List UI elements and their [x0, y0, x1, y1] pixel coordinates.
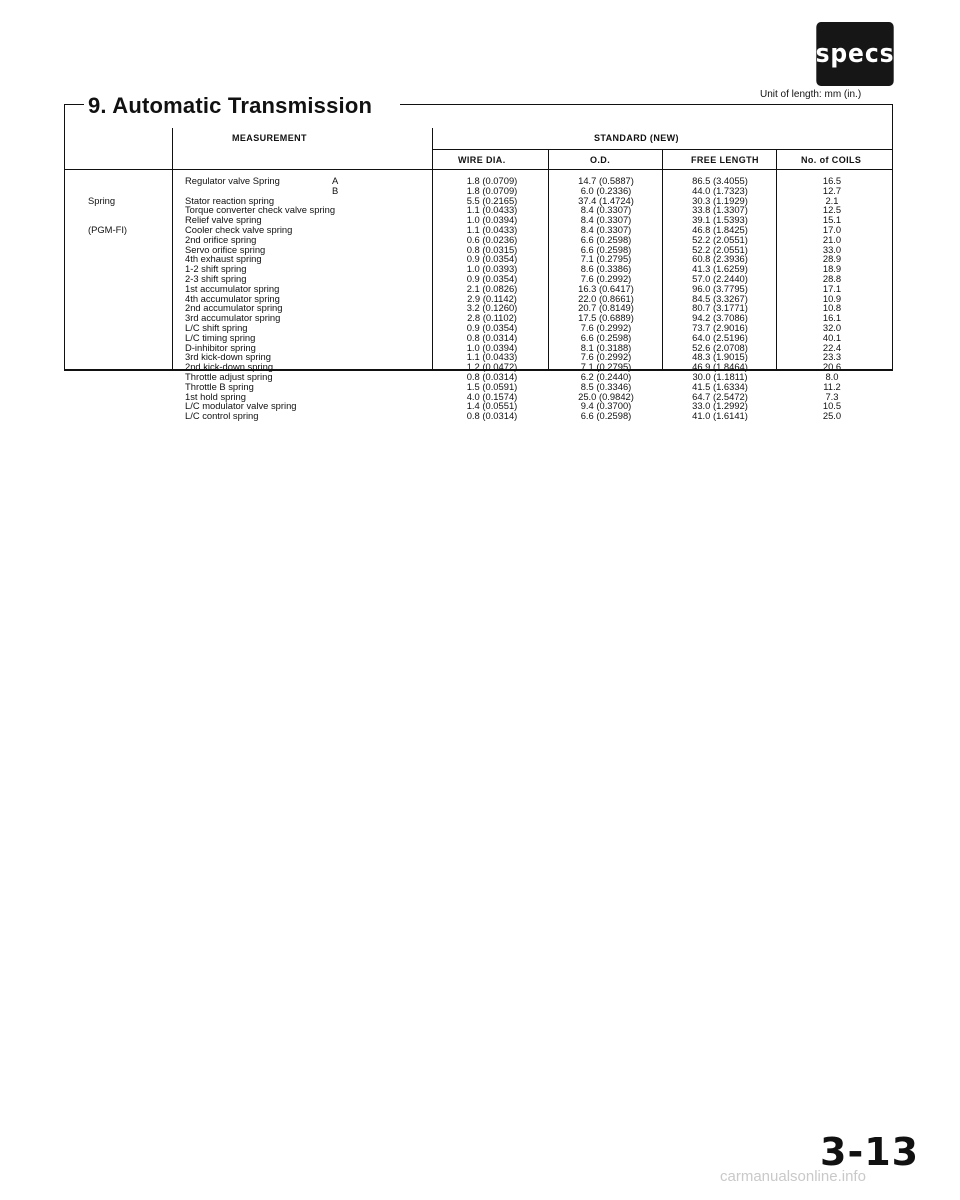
spring-suffix: B [332, 184, 339, 196]
od-value: 17.5 (0.6889) [578, 312, 634, 324]
spring-name: 4th accumulator spring [185, 292, 280, 304]
wire-dia-value: 1.2 (0.0472) [466, 361, 518, 373]
coils-value: 16.5 [822, 175, 842, 186]
category-line: (PGM-FI) [88, 223, 128, 235]
wire-dia-value: 0.9 (0.0354) [466, 253, 518, 265]
spring-suffix [332, 372, 338, 382]
free-length-value: 52.6 (2.0708) [692, 341, 748, 353]
spring-name: Throttle adjust spring [185, 370, 273, 382]
spring-name: Servo orifice spring [185, 243, 266, 255]
spring-suffix [332, 264, 338, 274]
coils-value: 18.9 [822, 263, 842, 275]
free-length-value: 41.5 (1.6334) [692, 380, 748, 392]
coils-value: 17.0 [822, 223, 842, 235]
od-value: 20.7 (0.8149) [578, 302, 634, 314]
od-value: 37.4 (1.4724) [578, 194, 634, 206]
coils-value: 2.1 [825, 194, 839, 206]
coils-value: 23.3 [822, 351, 842, 363]
free-length-value: 33.0 (1.2992) [692, 400, 748, 412]
specs-badge: specs [816, 22, 893, 86]
wire-dia-value: 1.1 (0.0433) [466, 204, 518, 216]
page-number: 3-13 [820, 1130, 920, 1174]
spring-name: 2nd kick-down spring [185, 361, 274, 373]
free-length-value: 94.2 (3.7086) [692, 312, 748, 324]
spring-suffix [332, 392, 338, 402]
wire-dia-value: 0.9 (0.0354) [466, 321, 518, 333]
spring-suffix [332, 215, 338, 225]
spring-suffix [332, 303, 338, 313]
free-length-value: 73.7 (2.9016) [692, 321, 748, 333]
coils-value: 16.1 [822, 312, 842, 324]
wire-dia-value: 0.8 (0.0314) [466, 331, 518, 343]
wire-dia-value: 0.8 (0.0314) [466, 410, 518, 422]
spring-name: Regulator valve Spring [185, 175, 280, 186]
od-value: 6.6 (0.2598) [580, 410, 632, 422]
od-value: 7.6 (0.2992) [580, 321, 632, 333]
spring-suffix [332, 274, 338, 284]
coils-value: 25.0 [822, 410, 842, 422]
coils-value: 28.8 [822, 272, 842, 284]
free-length-value: 60.8 (2.3936) [692, 253, 748, 265]
column-rule-measurement [432, 128, 433, 370]
wire-dia-value: 1.4 (0.0551) [466, 400, 518, 412]
od-value: 6.6 (0.2598) [580, 233, 632, 245]
spring-name: Stator reaction spring [185, 194, 275, 206]
spring-suffix [332, 313, 338, 323]
spring-suffix [332, 323, 338, 333]
free-length-value: 44.0 (1.7323) [692, 184, 748, 196]
od-value: 9.4 (0.3700) [580, 400, 632, 412]
od-value: 7.6 (0.2992) [580, 272, 632, 284]
coils-value: 10.8 [822, 302, 842, 314]
measurement-column [185, 176, 335, 421]
coils-value: 8.0 [825, 370, 839, 382]
free-length-value: 41.0 (1.6141) [692, 410, 748, 422]
od-value: 6.0 (0.2336) [580, 184, 632, 196]
header-od: O.D. [590, 155, 611, 165]
od-value: 7.6 (0.2992) [580, 351, 632, 363]
frame-left-rule [64, 104, 65, 370]
coils-value: 7.3 [825, 390, 839, 402]
unit-note: Unit of length: mm (in.) [760, 89, 862, 100]
od-value: 8.4 (0.3307) [580, 223, 632, 235]
watermark: carmanualsonline.info [720, 1168, 866, 1185]
wire-dia-value: 2.9 (0.1142) [467, 292, 517, 304]
od-value: 25.0 (0.9842) [578, 390, 634, 402]
od-value: 6.6 (0.2598) [580, 331, 632, 343]
suffix-column [332, 176, 338, 421]
free-length-value: 64.7 (2.5472) [692, 390, 748, 402]
spring-suffix [332, 411, 338, 421]
category-label [88, 176, 127, 245]
spring-name: L/C control spring [185, 410, 259, 422]
spring-suffix: A [332, 175, 339, 186]
free-length-value: 30.0 (1.1811) [692, 370, 748, 382]
spring-name: L/C shift spring [185, 321, 248, 333]
wire-dia-value: 0.8 (0.0315) [466, 243, 518, 255]
spring-name: Throttle B spring [185, 380, 254, 392]
coils-value: 12.5 [822, 204, 842, 216]
spring-name: L/C timing spring [185, 331, 256, 343]
free-length-value: 46.8 (1.8425) [692, 223, 748, 235]
coils-value: 40.1 [822, 331, 842, 343]
free-length-value: 39.1 (1.5393) [692, 214, 748, 226]
od-value: 22.0 (0.8661) [578, 292, 634, 304]
frame-right-rule [892, 104, 893, 370]
spring-suffix [332, 294, 338, 304]
od-value: 8.5 (0.3346) [580, 380, 632, 392]
header-standard: STANDARD (NEW) [594, 133, 679, 143]
free-length-value: 80.7 (3.1771) [692, 302, 748, 314]
spring-name: Torque converter check valve spring [185, 204, 336, 216]
coils-value: 22.4 [822, 341, 842, 353]
section-title: 9. Automatic Transmission [88, 93, 373, 118]
free-length-value: 86.5 (3.4055) [692, 175, 748, 186]
spring-name: 3rd kick-down spring [185, 351, 271, 363]
od-column [554, 176, 658, 421]
coils-value: 15.1 [822, 214, 842, 226]
spring-name: 4th exhaust spring [185, 253, 262, 265]
coils-value: 11.2 [823, 380, 841, 392]
spring-suffix [332, 401, 338, 411]
free-length-value: 33.8 (1.3307) [692, 204, 748, 216]
header-free-length: FREE LENGTH [691, 155, 759, 165]
od-value: 6.6 (0.2598) [580, 243, 632, 255]
coils-value: 12.7 [822, 184, 842, 196]
coils-value: 10.5 [822, 400, 842, 412]
spring-name: 1-2 shift spring [185, 263, 247, 275]
spring-suffix [332, 343, 338, 353]
spring-name: 2nd accumulator spring [185, 302, 283, 314]
wire-dia-value: 3.2 (0.1260) [466, 302, 518, 314]
frame-top-left-rule [64, 104, 84, 105]
free-length-value: 52.2 (2.0551) [692, 243, 748, 255]
od-value: 8.4 (0.3307) [580, 214, 632, 226]
spring-suffix [332, 352, 338, 362]
coils-value: 32.0 [822, 321, 842, 333]
od-value: 8.6 (0.3386) [580, 263, 632, 275]
spring-name: L/C modulator valve spring [185, 400, 297, 412]
spring-name: Cooler check valve spring [185, 223, 293, 235]
free-length-value: 30.3 (1.1929) [692, 194, 748, 206]
spring-name: 2-3 shift spring [185, 272, 247, 284]
wire-dia-value: 0.9 (0.0354) [466, 272, 518, 284]
column-rule-wire [548, 150, 549, 370]
free-length-value: 41.3 (1.6259) [692, 263, 748, 275]
wire-dia-value: 0.8 (0.0314) [466, 370, 518, 382]
wire-dia-value: 1.0 (0.0394) [466, 214, 518, 226]
coils-value: 21.0 [822, 233, 842, 245]
coils-column [800, 176, 864, 421]
spring-name: 1st hold spring [185, 390, 246, 402]
wire-dia-value: 0.6 (0.0236) [466, 233, 518, 245]
spring-suffix [332, 235, 338, 245]
coils-value: 17.1 [822, 282, 842, 294]
spring-suffix [332, 284, 338, 294]
wire-dia-column [440, 176, 544, 421]
column-rule-free [776, 150, 777, 370]
od-value: 14.7 (0.5887) [578, 175, 634, 186]
spring-name: 1st accumulator spring [185, 282, 280, 294]
free-length-value: 52.2 (2.0551) [692, 233, 748, 245]
wire-dia-value: 5.5 (0.2165) [466, 194, 518, 206]
coils-value: 20.6 [822, 361, 842, 373]
free-length-value: 96.0 (3.7795) [692, 282, 748, 294]
wire-dia-value: 1.0 (0.0394) [466, 341, 518, 353]
category-line: Spring [88, 194, 116, 206]
header-wire-dia: WIRE DIA. [458, 155, 506, 165]
header-coils: No. of COILS [801, 155, 862, 165]
free-length-value: 57.0 (2.2440) [692, 272, 748, 284]
free-length-value: 84.5 (3.3267) [692, 292, 748, 304]
column-rule-od [662, 150, 663, 370]
coils-value: 28.9 [822, 253, 842, 265]
od-value: 8.1 (0.3188) [580, 341, 632, 353]
wire-dia-value: 1.1 (0.0433) [466, 351, 518, 363]
free-length-value: 46.9 (1.8464) [692, 361, 748, 373]
spring-suffix [332, 245, 338, 255]
spring-suffix [332, 225, 338, 235]
spring-name: 3rd accumulator spring [185, 312, 281, 324]
spring-suffix [332, 205, 338, 215]
od-value: 7.1 (0.2795) [580, 253, 632, 265]
spring-suffix [332, 333, 338, 343]
od-value: 8.4 (0.3307) [580, 204, 632, 216]
frame-top-rule [400, 104, 893, 105]
wire-dia-value: 4.0 (0.1574) [466, 390, 518, 402]
header-bottom-rule [64, 169, 893, 170]
od-value: 16.3 (0.6417) [578, 282, 634, 294]
free-length-value: 64.0 (2.5196) [692, 331, 748, 343]
spring-name: D-inhibitor spring [185, 341, 256, 353]
free-length-column [668, 176, 772, 421]
spring-suffix [332, 254, 338, 264]
column-rule-category [172, 128, 173, 370]
wire-dia-value: 1.8 (0.0709) [466, 175, 518, 186]
wire-dia-value: 1.0 (0.0393) [466, 263, 518, 275]
coils-value: 10.9 [822, 292, 842, 304]
spring-name: Relief valve spring [185, 214, 262, 226]
spring-suffix [332, 382, 338, 392]
wire-dia-value: 1.8 (0.0709) [466, 184, 518, 196]
coils-value: 33.0 [822, 243, 842, 255]
wire-dia-value: 2.8 (0.1102) [467, 312, 517, 324]
spring-suffix [332, 362, 338, 372]
wire-dia-value: 1.5 (0.0591) [466, 380, 518, 392]
wire-dia-value: 1.1 (0.0433) [466, 223, 518, 235]
spring-suffix [332, 196, 338, 206]
header-measurement: MEASUREMENT [232, 133, 307, 143]
free-length-value: 48.3 (1.9015) [692, 351, 748, 363]
od-value: 7.1 (0.2795) [580, 361, 632, 373]
wire-dia-value: 2.1 (0.0826) [466, 282, 518, 294]
spring-name: 2nd orifice spring [185, 233, 257, 245]
od-value: 6.2 (0.2440) [580, 370, 632, 382]
